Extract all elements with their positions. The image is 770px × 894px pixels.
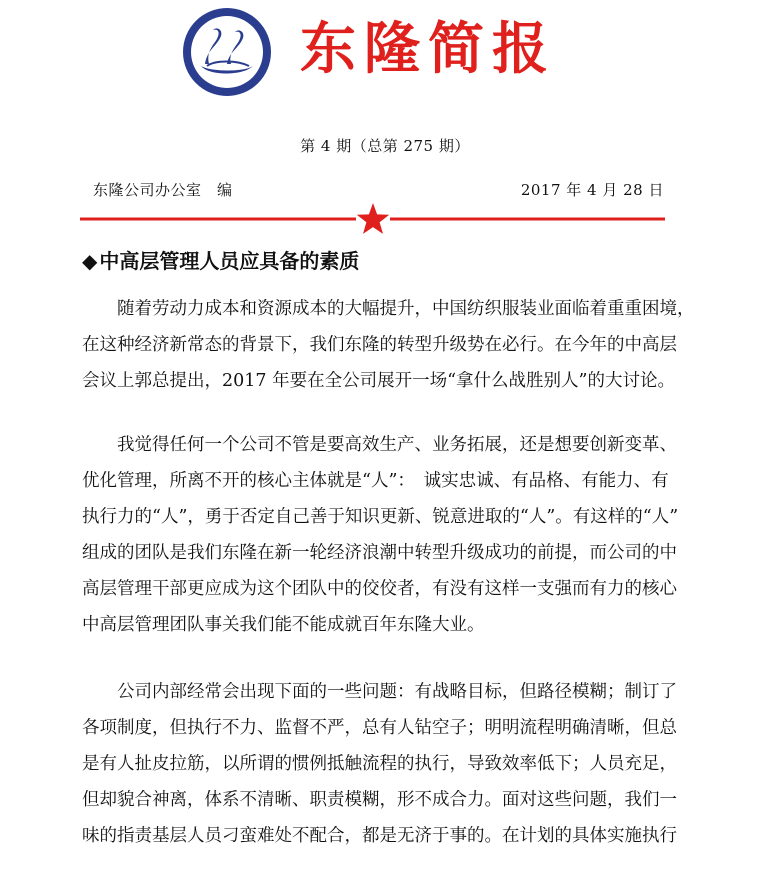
paragraph-line: 组成的团队是我们东隆在新一轮经济浪潮中转型升级成功的前提，而公司的中 [82,543,677,563]
paragraph-line: 但却貌合神离，体系不清晰、职责模糊，形不成合力。面对这些问题，我们一 [82,790,677,810]
swan-logo-icon [181,6,273,98]
publish-date: 2017 年 4 月 28 日 [520,181,664,199]
paragraph-line: 是有人扯皮拉筋，以所谓的惯例抵触流程的执行，导致效率低下；人员充足， [82,754,677,774]
newsletter-title: 东隆简报 [300,17,556,82]
paragraph-line: 随着劳动力成本和资源成本的大幅提升，中国纺织服装业面临着重重困境， [117,299,695,319]
paragraph-line: 优化管理，所离不开的核心主体就是“人”： 诚实忠诚、有品格、有能力、有 [82,471,669,491]
article-title [82,246,359,276]
paragraph-line: 会议上郭总提出，2017 年要在全公司展开一场“拿什么战胜别人”的大讨论。 [82,371,675,391]
black-diamond-icon: ◆ [82,249,98,273]
paragraph-line: 味的指责基层人员刁蛮难处不配合，都是无济于事的。在计划的具体实施执行 [82,826,677,846]
paragraph-line: 执行力的“人”，勇于否定自己善于知识更新、锐意进取的“人”。有这样的“人” [82,507,679,527]
article-paragraph [82,291,704,399]
paragraph-line: 公司内部经常会出现下面的一些问题：有战略目标，但路径模糊；制订了 [117,682,677,702]
editor-line: 东隆公司办公室 编 [93,181,233,199]
paragraph-line: 中高层管理团队事关我们能不能成就百年东隆大业。 [82,615,485,635]
article-paragraph [82,674,704,854]
paragraph-line: 高层管理干部更应成为这个团队中的佼佼者，有没有这样一支强而有力的核心 [82,579,677,599]
article-paragraph [82,427,704,643]
paragraph-line: 在这种经济新常态的背景下，我们东隆的转型升级势在必行。在今年的中高层 [82,335,677,355]
paragraph-line: 各项制度，但执行不力、监督不严，总有人钻空子；明明流程明确清晰，但总 [82,718,677,738]
header-divider [80,202,665,236]
paragraph-line: 我觉得任何一个公司不管是要高效生产、业务拓展，还是想要创新变革、 [117,435,677,455]
article-title-text: 中高层管理人员应具备的素质 [99,249,360,273]
red-star-icon [357,203,389,234]
issue-number: 第 4 期（总第 275 期） [300,137,470,155]
